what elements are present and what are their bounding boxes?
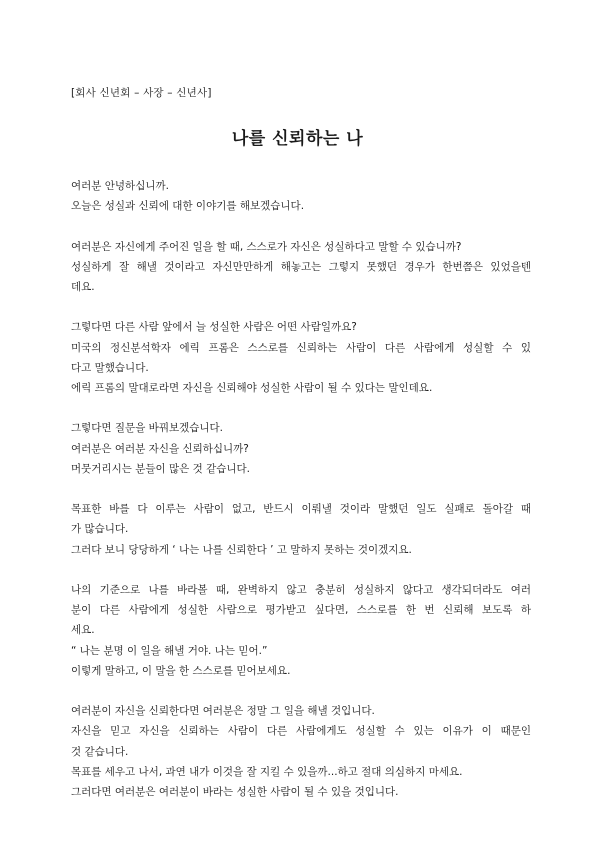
paragraph [71,176,531,216]
paragraph-line: 여러분은 여러분 자신을 신뢰하십니까? [71,442,249,455]
paragraph-line: 세요. [71,624,95,637]
paragraph-line: 목표를 세우고 나서, 과연 내가 이것을 잘 지킬 수 있을까...하고 절대 의심하지 마세요. [71,765,463,778]
paragraph-line: 데요. [71,281,95,293]
paragraph-line: 그렇다면 질문을 바꿔보겠습니다. [71,422,224,435]
paragraph-line: 이렇게 말하고, 이 말을 한 스스로를 믿어보세요. [71,664,291,677]
paragraph-line: 미국의 정신분석학자 에릭 프롬은 스스로를 신뢰하는 사람이 다른 사람에게 성실할 수 있 [71,341,531,354]
paragraph-line: 나의 기준으로 나를 바라볼 때, 완벽하지 않고 충분히 성실하지 않다고 생각되더라도 여러 [71,583,531,596]
paragraph-line: 그러다면 여러분은 여러분이 바라는 성실한 사람이 될 수 있을 것입니다. [71,786,399,798]
paragraph-line: 다고 말했습니다. [71,361,149,374]
paragraph-line: “ 나는 분명 이 일을 해낼 거야. 나는 믿어.” [71,644,268,657]
document-title: 나를 신뢰하는 나 [231,129,364,149]
paragraph-line: 그러다 보니 당당하게 ‘ 나는 나를 신뢰한다 ’ 고 말하지 못하는 것이겠지요. [71,543,412,556]
paragraph-line: 오늘은 성실과 신뢰에 대한 이야기를 해보겠습니다. [71,200,305,213]
paragraph-line: 여러분은 자신에게 주어진 일을 할 때, 스스로가 자신은 성실하다고 말할 수 있습니까? [71,240,462,253]
paragraph [71,499,531,560]
paragraph [71,418,531,479]
paragraph-line: 그렇다면 다른 사람 앞에서 늘 성실한 사람은 어떤 사람일까요? [71,321,357,334]
paragraph [71,580,531,681]
paragraph [71,237,531,298]
paragraph [71,317,531,398]
speech-body [71,176,531,822]
paragraph-line: 자신을 믿고 자신을 신뢰하는 사람이 다른 사람에게도 성실할 수 있는 이유가 이 때문인 [71,725,531,738]
paragraph-line: 에릭 프롬의 말대로라면 자신을 신뢰해야 성실한 사람이 될 수 있다는 말인데요. [71,382,433,394]
paragraph-line: 것 같습니다. [71,745,129,758]
paragraph-line: 머뭇거리시는 분들이 많은 것 같습니다. [71,462,250,475]
paragraph-line: 여러분이 자신을 신뢰한다면 여러분은 정말 그 일을 해낼 것입니다. [71,705,375,718]
header-note: [회사 신년회 – 사장 – 신년사] [71,87,212,99]
paragraph-line: 목표한 바를 다 이루는 사람이 없고, 반드시 이뤄낼 것이라 말했던 일도 실패로 돌아갈 때 [71,503,531,516]
paragraph-line: 여러분 안녕하십니까. [71,180,169,192]
paragraph [71,701,531,802]
paragraph-line: 분이 다른 사람에게 성실한 사람으로 평가받고 싶다면, 스스로를 한 번 신뢰해 보도록 하 [71,604,531,617]
paragraph-line: 성실하게 잘 해낼 것이라고 자신만만하게 해놓고는 그렇지 못했던 경우가 한번쯤은 있었을텐 [71,260,531,273]
paragraph-line: 가 많습니다. [71,523,129,536]
